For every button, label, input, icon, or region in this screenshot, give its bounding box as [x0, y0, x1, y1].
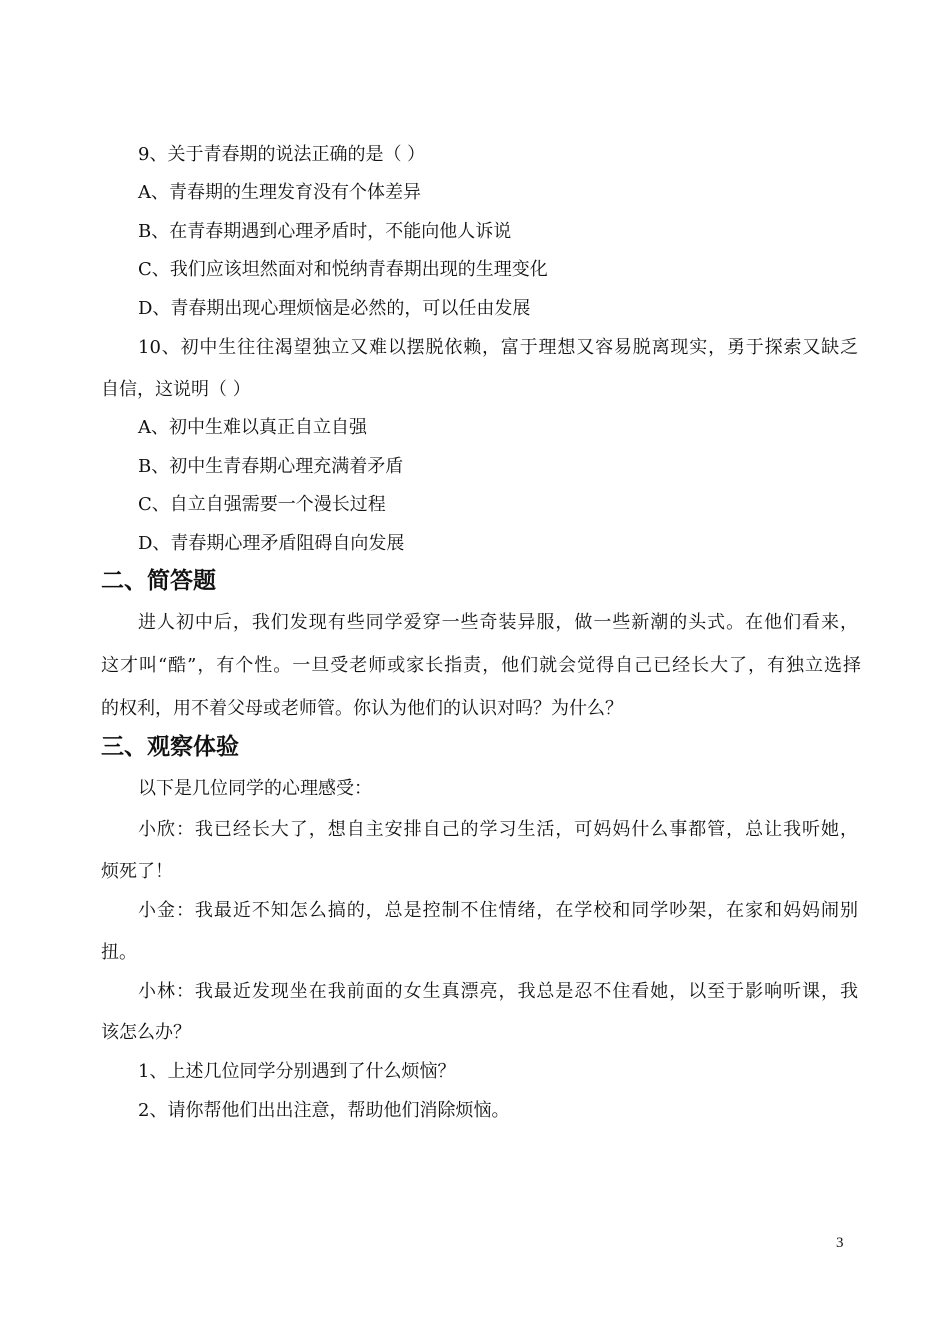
section3-heading: 三、观察体验 [101, 734, 239, 760]
xiaojin-line1: 小金：我最近不知怎么搞的，总是控制不住情绪，在学校和同学吵架，在家和妈妈闹别 [138, 900, 858, 921]
section3-question-2: 2、请你帮他们出出注意，帮助他们消除烦恼。 [138, 1100, 510, 1121]
q10-option-a: A、初中生难以真正自立自强 [138, 417, 367, 438]
q10-option-c: C、自立自强需要一个漫长过程 [138, 494, 386, 515]
q9-option-a: A、青春期的生理发育没有个体差异 [138, 182, 421, 203]
q9-option-b: B、在青春期遇到心理矛盾时，不能向他人诉说 [138, 221, 512, 242]
q9-stem: 9、关于青春期的说法正确的是（ ） [138, 144, 426, 165]
q10-option-b: B、初中生青春期心理充满着矛盾 [138, 456, 404, 477]
q10-option-d: D、青春期心理矛盾阻碍自向发展 [138, 533, 405, 554]
xiaoxin-line1: 小欣：我已经长大了，想自主安排自己的学习生活，可妈妈什么事都管，总让我听她， [138, 819, 858, 840]
section3-question-1: 1、上述几位同学分别遇到了什么烦恼？ [138, 1061, 456, 1082]
page-number: 3 [836, 1235, 844, 1251]
section2-line1: 进人初中后，我们发现有些同学爱穿一些奇装异服，做一些新潮的头式。在他们看来， [138, 612, 858, 633]
section2-line3: 的权利，用不着父母或老师管。你认为他们的认识对吗？为什么？ [101, 698, 623, 719]
xiaoxin-line2: 烦死了！ [101, 861, 173, 882]
q10-stem-line2: 自信，这说明（ ） [101, 379, 251, 400]
xiaolin-line1: 小林：我最近发现坐在我前面的女生真漂亮，我总是忍不住看她，以至于影响听课，我 [138, 981, 858, 1002]
section2-heading: 二、简答题 [101, 568, 216, 594]
section2-line2: 这才叫“酷”，有个性。一旦受老师或家长指责，他们就会觉得自己已经长大了，有独立选择 [101, 655, 861, 676]
xiaojin-line2: 扭。 [101, 942, 137, 963]
q10-stem-line1: 10、初中生往往渴望独立又难以摆脱依赖，富于理想又容易脱离现实，勇于探索又缺乏 [138, 337, 858, 358]
section3-intro: 以下是几位同学的心理感受： [138, 778, 372, 799]
q9-option-c: C、我们应该坦然面对和悦纳青春期出现的生理变化 [138, 259, 548, 280]
xiaolin-line2: 该怎么办？ [101, 1022, 191, 1043]
q9-option-d: D、青春期出现心理烦恼是必然的，可以任由发展 [138, 298, 531, 319]
